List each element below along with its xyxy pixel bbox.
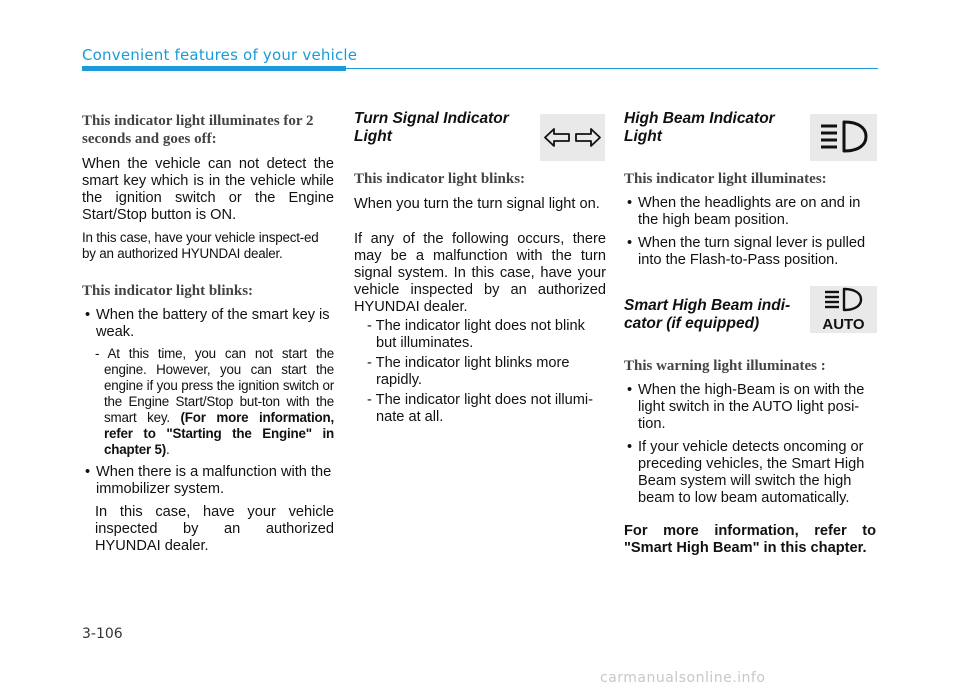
bullet-headlights-high: • When the headlights are on and in the high beam position. [627, 195, 861, 228]
reference-smart-high-beam: For more information, refer to "Smart High Beam" in this chapter. [624, 523, 876, 556]
bullet-dot: • [627, 382, 633, 398]
bullet-battery-weak: • When the battery of the smart key is weak. [85, 307, 330, 340]
bullet-detects-vehicles: • If your vehicle detects oncoming or preceding vehicles, the Smart High Beam system will switch the high beam to low beam automatically. [627, 439, 865, 506]
subheading-blinks: This indicator light blinks: [82, 283, 254, 299]
section-title-high-beam: High Beam Indicator Light [624, 110, 775, 145]
turn-signal-arrows-icon [540, 114, 605, 161]
bullet-auto-light: • When the high-Beam is on with the light switch in the AUTO light posi-tion. [627, 382, 865, 432]
header-rule-thick [82, 66, 346, 71]
list-item-not-blink: - The indicator light does not blink but illuminates. [367, 318, 585, 351]
page-number: 3-106 [82, 626, 123, 642]
section-title-smart-high-beam: Smart High Beam indi-cator (if equipped) [624, 297, 791, 332]
paragraph-smart-key-not-detected: When the vehicle can not detect the smart key which is in the vehicle while the ignition switch or the Engine Start/Stop button is ON. [82, 156, 334, 223]
subheading-illuminates: This indicator light illuminates for 2 seconds and goes off: [82, 113, 314, 147]
bullet-dot: • [85, 464, 91, 480]
column-smart-key [82, 110, 334, 555]
subheading-warning-illuminates: This warning light illuminates : [624, 358, 826, 374]
list-item-not-illuminate: - The indicator light does not illumi-nate at all. [367, 392, 594, 425]
paragraph-turn-on: When you turn the turn signal light on. [354, 196, 600, 212]
high-beam-icon [810, 114, 877, 161]
section-title-turn-signal: Turn Signal Indicator Light [354, 110, 509, 145]
paragraph-immobilizer-inspect: In this case, have your vehicle inspected by an authorized HYUNDAI dealer. [95, 504, 334, 554]
bullet-immobilizer: • When there is a malfunction with the immobilizer system. [85, 464, 332, 497]
section-header: Convenient features of your vehicle [82, 46, 358, 64]
column-high-beam [624, 110, 876, 557]
list-item-blinks-rapidly: - The indicator light blinks more rapidly. [367, 355, 570, 388]
paragraph-inspect-dealer: In this case, have your vehicle inspect-ed by an authorized HYUNDAI dealer. [82, 230, 319, 261]
subheading-turn-blinks: This indicator light blinks: [354, 171, 526, 187]
sub-item-cannot-start: - At this time, you can not start the engine. However, you can start the engine if you press the ignition switch or the Engine Start/Stop but-ton with the smart key. (For more information, refer to "Starting the Engine" in chapter 5). [95, 346, 334, 457]
bullet-dot: • [85, 307, 91, 323]
reference-starting-engine: (For more information, refer to "Starting the Engine" in chapter 5) [104, 410, 334, 457]
bullet-dot: • [627, 235, 633, 251]
bullet-dot: • [627, 195, 633, 211]
auto-high-beam-icon [810, 286, 877, 333]
watermark: carmanualsonline.info [600, 670, 766, 686]
subheading-high-beam-illuminates: This indicator light illuminates: [624, 171, 827, 187]
paragraph-malfunction: If any of the following occurs, there may be a malfunction with the turn signal system. In this case, have your vehicle inspected by an authorized HYUNDAI dealer. [354, 231, 606, 315]
auto-label: AUTO [822, 316, 865, 333]
bullet-flash-to-pass: • When the turn signal lever is pulled into the Flash-to-Pass position. [627, 235, 866, 268]
bullet-dot: • [627, 439, 633, 455]
header-rule-thin [346, 68, 878, 69]
